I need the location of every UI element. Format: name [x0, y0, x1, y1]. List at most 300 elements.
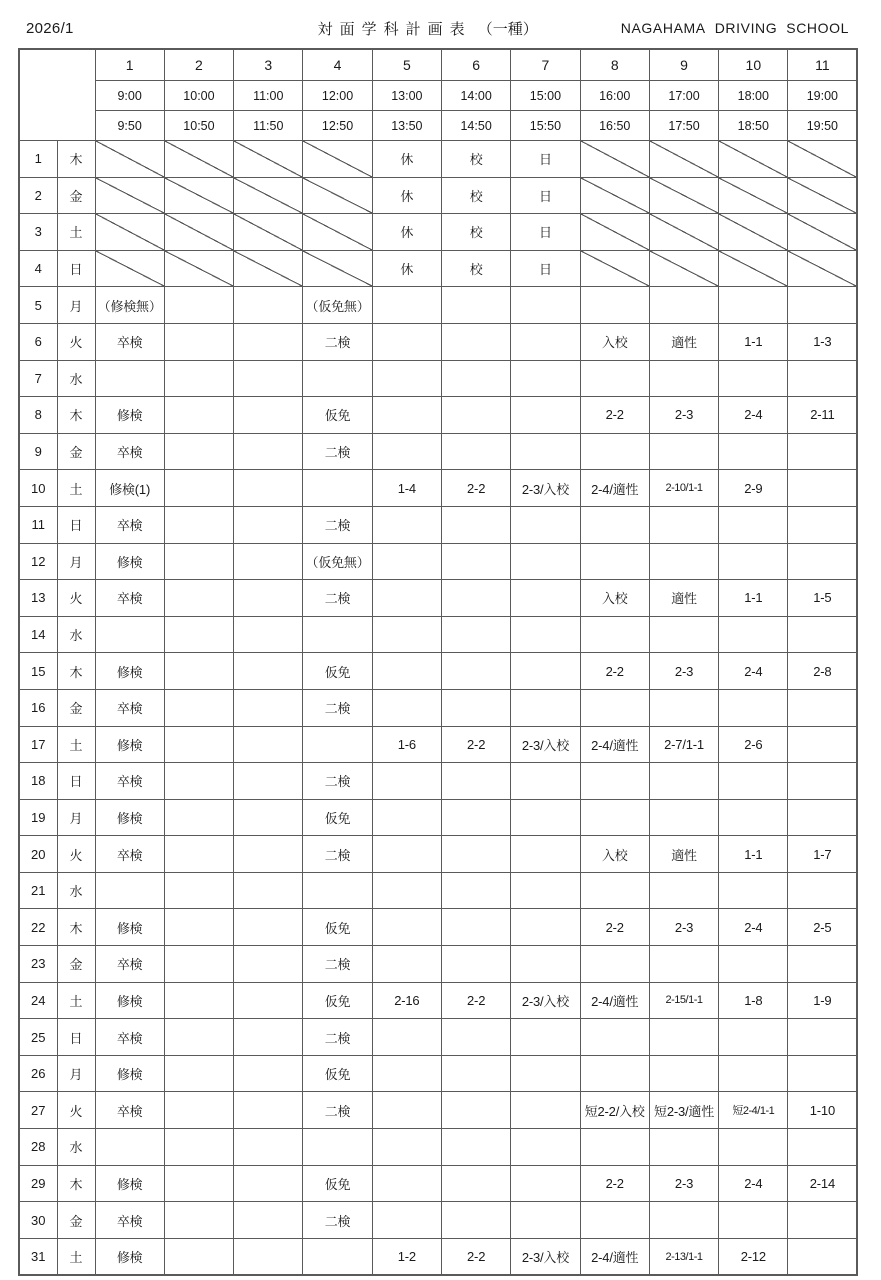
schedule-cell[interactable]: 2-4: [719, 653, 788, 690]
schedule-cell[interactable]: 二検: [303, 1092, 372, 1129]
schedule-cell[interactable]: [580, 506, 649, 543]
schedule-cell[interactable]: [234, 836, 303, 873]
schedule-cell[interactable]: [649, 214, 718, 251]
schedule-cell[interactable]: [372, 506, 441, 543]
schedule-cell[interactable]: [372, 872, 441, 909]
schedule-cell[interactable]: [511, 946, 580, 983]
schedule-cell[interactable]: [788, 141, 857, 178]
schedule-cell[interactable]: [234, 1092, 303, 1129]
schedule-cell[interactable]: [441, 543, 510, 580]
schedule-cell[interactable]: 1-7: [788, 836, 857, 873]
schedule-cell[interactable]: [788, 799, 857, 836]
schedule-cell[interactable]: [372, 836, 441, 873]
schedule-cell[interactable]: 二検: [303, 433, 372, 470]
schedule-cell[interactable]: [164, 287, 233, 324]
schedule-cell[interactable]: 入校: [580, 836, 649, 873]
schedule-cell[interactable]: [649, 250, 718, 287]
schedule-cell[interactable]: 1-10: [788, 1092, 857, 1129]
schedule-cell[interactable]: [719, 287, 788, 324]
schedule-cell[interactable]: 卒検: [95, 1202, 164, 1239]
schedule-cell[interactable]: 1-5: [788, 580, 857, 617]
schedule-cell[interactable]: [719, 141, 788, 178]
schedule-cell[interactable]: 短2-3/適性: [649, 1092, 718, 1129]
schedule-cell[interactable]: [719, 214, 788, 251]
schedule-cell[interactable]: [788, 689, 857, 726]
schedule-cell[interactable]: [649, 1202, 718, 1239]
schedule-cell[interactable]: [788, 543, 857, 580]
schedule-cell[interactable]: 校: [441, 250, 510, 287]
schedule-cell[interactable]: [95, 1129, 164, 1166]
schedule-cell[interactable]: [788, 250, 857, 287]
schedule-cell[interactable]: [580, 872, 649, 909]
schedule-cell[interactable]: 短2-4/1-1: [719, 1092, 788, 1129]
schedule-cell[interactable]: [372, 1019, 441, 1056]
schedule-cell[interactable]: [303, 616, 372, 653]
schedule-cell[interactable]: [580, 1019, 649, 1056]
schedule-cell[interactable]: 修検: [95, 1165, 164, 1202]
schedule-cell[interactable]: [719, 689, 788, 726]
schedule-cell[interactable]: [164, 836, 233, 873]
schedule-cell[interactable]: 1-1: [719, 836, 788, 873]
schedule-cell[interactable]: [234, 1129, 303, 1166]
schedule-cell[interactable]: [719, 543, 788, 580]
schedule-cell[interactable]: 卒検: [95, 433, 164, 470]
schedule-cell[interactable]: [441, 580, 510, 617]
schedule-cell[interactable]: 修検: [95, 909, 164, 946]
schedule-cell[interactable]: 二検: [303, 1019, 372, 1056]
schedule-cell[interactable]: [303, 250, 372, 287]
schedule-cell[interactable]: [649, 872, 718, 909]
schedule-cell[interactable]: 卒検: [95, 1019, 164, 1056]
schedule-cell[interactable]: [719, 506, 788, 543]
schedule-cell[interactable]: 日: [511, 141, 580, 178]
schedule-cell[interactable]: 二検: [303, 836, 372, 873]
schedule-cell[interactable]: [441, 946, 510, 983]
schedule-cell[interactable]: 2-9: [719, 470, 788, 507]
schedule-cell[interactable]: 休: [372, 214, 441, 251]
schedule-cell[interactable]: [788, 1238, 857, 1275]
schedule-cell[interactable]: 仮免: [303, 909, 372, 946]
schedule-cell[interactable]: 校: [441, 141, 510, 178]
schedule-cell[interactable]: [788, 946, 857, 983]
schedule-cell[interactable]: [303, 1238, 372, 1275]
schedule-cell[interactable]: [303, 1129, 372, 1166]
schedule-cell[interactable]: [511, 836, 580, 873]
schedule-cell[interactable]: [788, 1055, 857, 1092]
schedule-cell[interactable]: [441, 360, 510, 397]
schedule-cell[interactable]: [372, 763, 441, 800]
schedule-cell[interactable]: [372, 946, 441, 983]
schedule-cell[interactable]: [649, 1055, 718, 1092]
schedule-cell[interactable]: [511, 616, 580, 653]
schedule-cell[interactable]: [649, 799, 718, 836]
schedule-cell[interactable]: [511, 397, 580, 434]
schedule-cell[interactable]: [580, 799, 649, 836]
schedule-cell[interactable]: [372, 360, 441, 397]
schedule-cell[interactable]: 1-1: [719, 580, 788, 617]
schedule-cell[interactable]: 適性: [649, 323, 718, 360]
schedule-cell[interactable]: [441, 506, 510, 543]
schedule-cell[interactable]: [441, 397, 510, 434]
schedule-cell[interactable]: 2-4: [719, 397, 788, 434]
schedule-cell[interactable]: [441, 653, 510, 690]
schedule-cell[interactable]: 2-3: [649, 653, 718, 690]
schedule-cell[interactable]: [164, 433, 233, 470]
schedule-cell[interactable]: [164, 799, 233, 836]
schedule-cell[interactable]: [164, 616, 233, 653]
schedule-cell[interactable]: [234, 543, 303, 580]
schedule-cell[interactable]: [372, 1165, 441, 1202]
schedule-cell[interactable]: 2-4: [719, 909, 788, 946]
schedule-cell[interactable]: 2-3/入校: [511, 1238, 580, 1275]
schedule-cell[interactable]: [788, 872, 857, 909]
schedule-cell[interactable]: [788, 360, 857, 397]
schedule-cell[interactable]: [164, 1055, 233, 1092]
schedule-cell[interactable]: [580, 141, 649, 178]
schedule-cell[interactable]: [719, 177, 788, 214]
schedule-cell[interactable]: [788, 287, 857, 324]
schedule-cell[interactable]: 仮免: [303, 397, 372, 434]
schedule-cell[interactable]: [164, 872, 233, 909]
schedule-cell[interactable]: 仮免: [303, 799, 372, 836]
schedule-cell[interactable]: [234, 909, 303, 946]
schedule-cell[interactable]: [649, 287, 718, 324]
schedule-cell[interactable]: [511, 872, 580, 909]
schedule-cell[interactable]: [164, 1129, 233, 1166]
schedule-cell[interactable]: [649, 616, 718, 653]
schedule-cell[interactable]: （仮免無）: [303, 543, 372, 580]
schedule-cell[interactable]: 2-2: [580, 397, 649, 434]
schedule-cell[interactable]: 仮免: [303, 1055, 372, 1092]
schedule-cell[interactable]: [580, 1202, 649, 1239]
schedule-cell[interactable]: 入校: [580, 580, 649, 617]
schedule-cell[interactable]: [719, 1202, 788, 1239]
schedule-cell[interactable]: [303, 470, 372, 507]
schedule-cell[interactable]: [234, 506, 303, 543]
schedule-cell[interactable]: 仮免: [303, 1165, 372, 1202]
schedule-cell[interactable]: [303, 872, 372, 909]
schedule-cell[interactable]: [234, 616, 303, 653]
schedule-cell[interactable]: [303, 360, 372, 397]
schedule-cell[interactable]: [234, 872, 303, 909]
schedule-cell[interactable]: [234, 726, 303, 763]
schedule-cell[interactable]: [164, 177, 233, 214]
schedule-cell[interactable]: [164, 1238, 233, 1275]
schedule-cell[interactable]: 二検: [303, 323, 372, 360]
schedule-cell[interactable]: [372, 1092, 441, 1129]
schedule-cell[interactable]: [649, 1129, 718, 1166]
schedule-cell[interactable]: [441, 616, 510, 653]
schedule-cell[interactable]: [788, 433, 857, 470]
schedule-cell[interactable]: [719, 799, 788, 836]
schedule-cell[interactable]: [649, 946, 718, 983]
schedule-cell[interactable]: [580, 433, 649, 470]
schedule-cell[interactable]: [649, 360, 718, 397]
schedule-cell[interactable]: 2-4/適性: [580, 1238, 649, 1275]
schedule-cell[interactable]: [441, 689, 510, 726]
schedule-cell[interactable]: [95, 141, 164, 178]
schedule-cell[interactable]: [164, 653, 233, 690]
schedule-cell[interactable]: [372, 580, 441, 617]
schedule-cell[interactable]: 卒検: [95, 1092, 164, 1129]
schedule-cell[interactable]: 修検: [95, 397, 164, 434]
schedule-cell[interactable]: [303, 726, 372, 763]
schedule-cell[interactable]: 修検: [95, 799, 164, 836]
schedule-cell[interactable]: 二検: [303, 946, 372, 983]
schedule-cell[interactable]: 2-2: [580, 909, 649, 946]
schedule-cell[interactable]: [511, 1202, 580, 1239]
schedule-cell[interactable]: 校: [441, 214, 510, 251]
schedule-cell[interactable]: [788, 506, 857, 543]
schedule-cell[interactable]: [372, 799, 441, 836]
schedule-cell[interactable]: 仮免: [303, 982, 372, 1019]
schedule-cell[interactable]: 2-3/入校: [511, 726, 580, 763]
schedule-cell[interactable]: [511, 287, 580, 324]
schedule-cell[interactable]: [580, 616, 649, 653]
schedule-cell[interactable]: 2-16: [372, 982, 441, 1019]
schedule-cell[interactable]: 1-6: [372, 726, 441, 763]
schedule-cell[interactable]: [164, 543, 233, 580]
schedule-cell[interactable]: [95, 250, 164, 287]
schedule-cell[interactable]: 2-2: [441, 1238, 510, 1275]
schedule-cell[interactable]: [649, 763, 718, 800]
schedule-cell[interactable]: [234, 360, 303, 397]
schedule-cell[interactable]: 修検: [95, 1238, 164, 1275]
schedule-cell[interactable]: [164, 982, 233, 1019]
schedule-cell[interactable]: [372, 616, 441, 653]
schedule-cell[interactable]: 日: [511, 250, 580, 287]
schedule-cell[interactable]: [372, 1129, 441, 1166]
schedule-cell[interactable]: [441, 1019, 510, 1056]
schedule-cell[interactable]: [719, 763, 788, 800]
schedule-cell[interactable]: [303, 177, 372, 214]
schedule-cell[interactable]: [511, 799, 580, 836]
schedule-cell[interactable]: [234, 470, 303, 507]
schedule-cell[interactable]: 2-10/1-1: [649, 470, 718, 507]
schedule-cell[interactable]: [788, 763, 857, 800]
schedule-cell[interactable]: [95, 177, 164, 214]
schedule-cell[interactable]: [234, 1238, 303, 1275]
schedule-cell[interactable]: [372, 433, 441, 470]
schedule-cell[interactable]: [441, 1092, 510, 1129]
schedule-cell[interactable]: [372, 653, 441, 690]
schedule-cell[interactable]: [441, 287, 510, 324]
schedule-cell[interactable]: 2-14: [788, 1165, 857, 1202]
schedule-cell[interactable]: 2-2: [441, 470, 510, 507]
schedule-cell[interactable]: （修検無）: [95, 287, 164, 324]
schedule-cell[interactable]: 1-1: [719, 323, 788, 360]
schedule-cell[interactable]: [649, 506, 718, 543]
schedule-cell[interactable]: [719, 1129, 788, 1166]
schedule-cell[interactable]: [719, 616, 788, 653]
schedule-cell[interactable]: [164, 1019, 233, 1056]
schedule-cell[interactable]: 2-4/適性: [580, 470, 649, 507]
schedule-cell[interactable]: [719, 1055, 788, 1092]
schedule-cell[interactable]: [511, 763, 580, 800]
schedule-cell[interactable]: 1-4: [372, 470, 441, 507]
schedule-cell[interactable]: [372, 1202, 441, 1239]
schedule-cell[interactable]: 2-2: [580, 653, 649, 690]
schedule-cell[interactable]: [511, 1092, 580, 1129]
schedule-cell[interactable]: [441, 872, 510, 909]
schedule-cell[interactable]: [719, 1019, 788, 1056]
schedule-cell[interactable]: [234, 689, 303, 726]
schedule-cell[interactable]: 入校: [580, 323, 649, 360]
schedule-cell[interactable]: 修検: [95, 653, 164, 690]
schedule-cell[interactable]: 2-3/入校: [511, 470, 580, 507]
schedule-cell[interactable]: 休: [372, 141, 441, 178]
schedule-cell[interactable]: 休: [372, 250, 441, 287]
schedule-cell[interactable]: [511, 323, 580, 360]
schedule-cell[interactable]: [719, 360, 788, 397]
schedule-cell[interactable]: [580, 763, 649, 800]
schedule-cell[interactable]: [511, 433, 580, 470]
schedule-cell[interactable]: [649, 689, 718, 726]
schedule-cell[interactable]: [580, 689, 649, 726]
schedule-cell[interactable]: 短2-2/入校: [580, 1092, 649, 1129]
schedule-cell[interactable]: [441, 836, 510, 873]
schedule-cell[interactable]: [234, 653, 303, 690]
schedule-cell[interactable]: [164, 141, 233, 178]
schedule-cell[interactable]: [234, 214, 303, 251]
schedule-cell[interactable]: [788, 1129, 857, 1166]
schedule-cell[interactable]: [441, 433, 510, 470]
schedule-cell[interactable]: [234, 141, 303, 178]
schedule-cell[interactable]: [580, 250, 649, 287]
schedule-cell[interactable]: 2-4/適性: [580, 982, 649, 1019]
schedule-cell[interactable]: 2-2: [441, 982, 510, 1019]
schedule-cell[interactable]: 卒検: [95, 506, 164, 543]
schedule-cell[interactable]: [234, 1055, 303, 1092]
schedule-cell[interactable]: [164, 763, 233, 800]
schedule-cell[interactable]: [580, 214, 649, 251]
schedule-cell[interactable]: [788, 616, 857, 653]
schedule-cell[interactable]: [95, 214, 164, 251]
schedule-cell[interactable]: 2-3/入校: [511, 982, 580, 1019]
schedule-cell[interactable]: [511, 360, 580, 397]
schedule-cell[interactable]: [441, 1202, 510, 1239]
schedule-cell[interactable]: [164, 946, 233, 983]
schedule-cell[interactable]: [580, 360, 649, 397]
schedule-cell[interactable]: [234, 177, 303, 214]
schedule-cell[interactable]: [788, 214, 857, 251]
schedule-cell[interactable]: [234, 1202, 303, 1239]
schedule-cell[interactable]: 卒検: [95, 323, 164, 360]
schedule-cell[interactable]: 修検: [95, 1055, 164, 1092]
schedule-cell[interactable]: 2-3: [649, 1165, 718, 1202]
schedule-cell[interactable]: [372, 323, 441, 360]
schedule-cell[interactable]: [234, 763, 303, 800]
schedule-cell[interactable]: [372, 287, 441, 324]
schedule-cell[interactable]: [719, 946, 788, 983]
schedule-cell[interactable]: 2-5: [788, 909, 857, 946]
schedule-cell[interactable]: [511, 1165, 580, 1202]
schedule-cell[interactable]: [164, 1092, 233, 1129]
schedule-cell[interactable]: [719, 433, 788, 470]
schedule-cell[interactable]: 修検: [95, 543, 164, 580]
schedule-cell[interactable]: 2-2: [441, 726, 510, 763]
schedule-cell[interactable]: [164, 214, 233, 251]
schedule-cell[interactable]: [649, 433, 718, 470]
schedule-cell[interactable]: [234, 250, 303, 287]
schedule-cell[interactable]: 二検: [303, 1202, 372, 1239]
schedule-cell[interactable]: 仮免: [303, 653, 372, 690]
schedule-cell[interactable]: [95, 872, 164, 909]
schedule-cell[interactable]: [234, 1019, 303, 1056]
schedule-cell[interactable]: [234, 1165, 303, 1202]
schedule-cell[interactable]: [164, 689, 233, 726]
schedule-cell[interactable]: 2-15/1-1: [649, 982, 718, 1019]
schedule-cell[interactable]: [95, 360, 164, 397]
schedule-cell[interactable]: 休: [372, 177, 441, 214]
schedule-cell[interactable]: [372, 1055, 441, 1092]
schedule-cell[interactable]: [303, 141, 372, 178]
schedule-cell[interactable]: 適性: [649, 580, 718, 617]
schedule-cell[interactable]: [95, 616, 164, 653]
schedule-cell[interactable]: [788, 470, 857, 507]
schedule-cell[interactable]: [372, 543, 441, 580]
schedule-cell[interactable]: [580, 543, 649, 580]
schedule-cell[interactable]: 1-9: [788, 982, 857, 1019]
schedule-cell[interactable]: [164, 1202, 233, 1239]
schedule-cell[interactable]: [303, 214, 372, 251]
schedule-cell[interactable]: [788, 1019, 857, 1056]
schedule-cell[interactable]: [649, 141, 718, 178]
schedule-cell[interactable]: [511, 1019, 580, 1056]
schedule-cell[interactable]: 2-7/1-1: [649, 726, 718, 763]
schedule-cell[interactable]: [164, 250, 233, 287]
schedule-cell[interactable]: [580, 1055, 649, 1092]
schedule-cell[interactable]: [511, 506, 580, 543]
schedule-cell[interactable]: 2-4: [719, 1165, 788, 1202]
schedule-cell[interactable]: 2-12: [719, 1238, 788, 1275]
schedule-cell[interactable]: 二検: [303, 689, 372, 726]
schedule-cell[interactable]: 2-4/適性: [580, 726, 649, 763]
schedule-cell[interactable]: [234, 287, 303, 324]
schedule-cell[interactable]: 二検: [303, 580, 372, 617]
schedule-cell[interactable]: 適性: [649, 836, 718, 873]
schedule-cell[interactable]: 卒検: [95, 763, 164, 800]
schedule-cell[interactable]: [441, 1055, 510, 1092]
schedule-cell[interactable]: [164, 580, 233, 617]
schedule-cell[interactable]: [441, 763, 510, 800]
schedule-cell[interactable]: [580, 1129, 649, 1166]
schedule-cell[interactable]: [511, 1129, 580, 1166]
schedule-cell[interactable]: 日: [511, 177, 580, 214]
schedule-cell[interactable]: 校: [441, 177, 510, 214]
schedule-cell[interactable]: 2-11: [788, 397, 857, 434]
schedule-cell[interactable]: [580, 287, 649, 324]
schedule-cell[interactable]: 修検(1): [95, 470, 164, 507]
schedule-cell[interactable]: 二検: [303, 506, 372, 543]
schedule-cell[interactable]: [441, 799, 510, 836]
schedule-cell[interactable]: [511, 543, 580, 580]
schedule-cell[interactable]: 1-3: [788, 323, 857, 360]
schedule-cell[interactable]: [164, 506, 233, 543]
schedule-cell[interactable]: 卒検: [95, 580, 164, 617]
schedule-cell[interactable]: [164, 360, 233, 397]
schedule-cell[interactable]: [164, 726, 233, 763]
schedule-cell[interactable]: [372, 689, 441, 726]
schedule-cell[interactable]: [372, 909, 441, 946]
schedule-cell[interactable]: [649, 1019, 718, 1056]
schedule-cell[interactable]: [649, 177, 718, 214]
schedule-cell[interactable]: [788, 726, 857, 763]
schedule-cell[interactable]: [511, 653, 580, 690]
schedule-cell[interactable]: [649, 543, 718, 580]
schedule-cell[interactable]: [234, 982, 303, 1019]
schedule-cell[interactable]: [164, 323, 233, 360]
